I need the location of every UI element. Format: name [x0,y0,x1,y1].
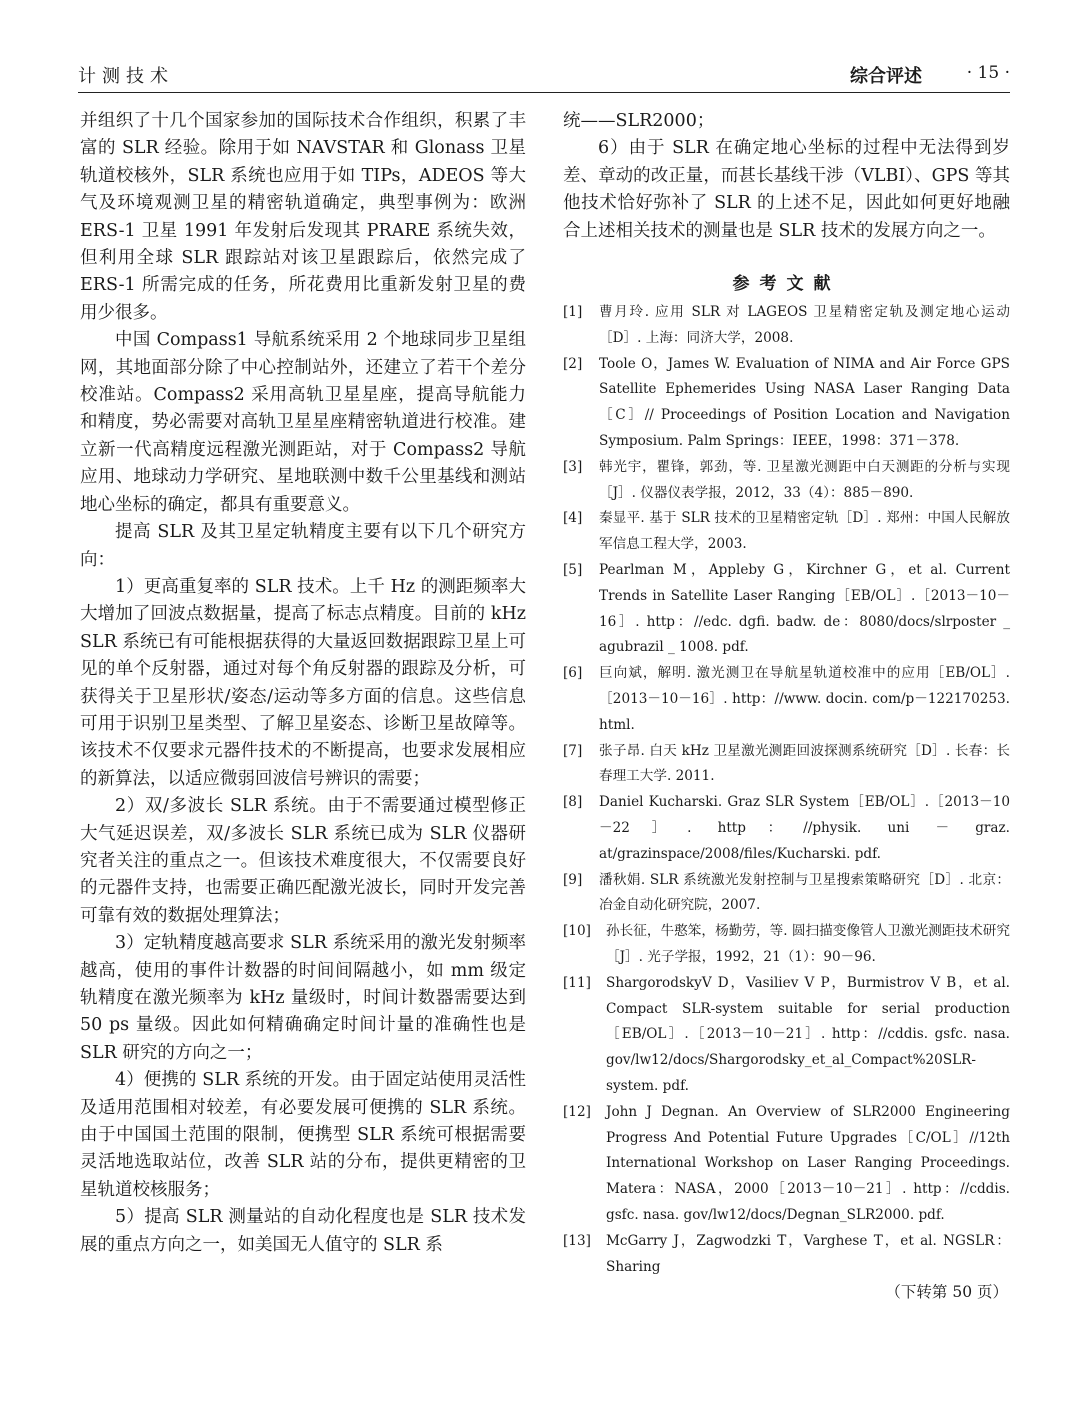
body-paragraph: 4）便携的 SLR 系统的开发。由于固定站使用灵活性及适用范围相对较差，有必要发展可便携的 SLR 系统。由于中国国土范围的限制，便携型 SLR 系统可根据需要灵活地选取站位，改善 SLR 站的分布，提供更精密的卫星轨道校核服务； [80,1070,526,1200]
reference-item [563,661,1010,738]
reference-item [563,506,1010,558]
reference-number: [4] [563,510,583,527]
section-name: 综合评述 [850,66,922,87]
reference-text: 曹月玲. 应用 SLR 对 LAGEOS 卫星精密定轨及测定地心运动［D］. 上海：同济大学，2008. [599,304,1010,346]
reference-text: 巨向斌，解明. 激光测卫在导航星轨道校准中的应用［EB/OL］.［2013－10－16］. http：//www. docin. com/p－122170253. html. [599,665,1010,733]
reference-text: McGarry J，Zagwodzki T，Varghese T，et al. NGSLR：Sharing [606,1232,1010,1275]
reference-text: Pearlman M，Appleby G，Kirchner G，et al. Current Trends in Satellite Laser Ranging［EB/OL］.［2013－10－16］. http：//edc. dgfi. badw. de：8080/docs/slrposter _ agubrazil _ 1008. pdf. [599,562,1010,656]
body-paragraph: 中国 Compass1 导航系统采用 2 个地球同步卫星组网，其地面部分除了中心控制站外，还建立了若干个差分校准站。Compass2 采用高轨卫星星座，提高导航能力和精度，势必需要对高轨卫星星座精密轨道进行校准。建立新一代高精度远程激光测距站，对于 Compass2 导航应用、地球动力学研究、星地联测中数千公里基线和测站地心坐标的确定，都具有重要意义。 [80,330,526,515]
reference-item [563,790,1010,867]
body-paragraph: 1）更高重复率的 SLR 技术。上千 Hz 的测距频率大大增加了回波点数据量，提高了标志点精度。目前的 kHz SLR 系统已有可能根据获得的大量返回数据跟踪卫星上可见的单个反射器，通过对每个角反射器的跟踪及分析，可获得关于卫星形状/姿态/运动等多方面的信息。这些信息可用于识别卫星类型、了解卫星姿态、诊断卫星故障等。该技术不仅要求元器件技术的不断提高，也要求发展相应的新算法，以适应微弱回波信号辨识的需要； [80,576,526,789]
reference-number: [9] [563,871,583,888]
page-number: · 15 · [966,63,1010,83]
left-column [80,108,526,1259]
body-paragraph: 统——SLR2000； [563,111,715,131]
body-paragraph: 3）定轨精度越高要求 SLR 系统采用的激光发射频率越高，使用的事件计数器的时间间隔越小，如 mm 级定轨精度在激光频率为 kHz 量级时，时间计数器需要达到 50 ps 量级。因此如何精确确定时间计量的准确性也是 SLR 研究的方向之一； [80,933,526,1063]
reference-number: [10] [563,923,591,940]
reference-item [563,1229,1010,1281]
journal-name: 计测技术 [78,66,174,87]
running-header [78,62,1010,93]
reference-text: 秦显平. 基于 SLR 技术的卫星精密定轨［D］. 郑州：中国人民解放军信息工程大学，2003. [599,510,1010,553]
reference-item [563,919,1010,971]
continued-note: （下转第 50 页） [885,1283,1008,1302]
reference-list [563,300,1010,1280]
reference-number: [3] [563,458,583,475]
reference-text: Toole O，James W. Evaluation of NIMA and Air Force GPS Satellite Ephemerides Using NASA Laser Ranging Data［C］// Proceedings of Position Location and Navigation Symposium. Palm Springs：IEEE，1998：371－378. [599,355,1010,450]
reference-number: [8] [563,794,583,811]
reference-item [563,352,1010,455]
reference-item [563,455,1010,507]
references-heading: 参考文献 [732,274,841,295]
reference-item [563,739,1010,791]
reference-text: 韩光宇，瞿锋，郭劲，等. 卫星激光测距中白天测距的分析与实现［J］. 仪器仪表学报，2012，33（4）：885－890. [599,458,1010,501]
reference-item [563,300,1010,352]
reference-text: 张子昂. 白天 kHz 卫星激光测距回波探测系统研究［D］. 长春：长春理工大学. 2011. [599,742,1010,785]
reference-number: [11] [563,974,591,991]
reference-text: ShargorodskyV D，Vasiliev V P，Burmistrov V B，et al. Compact SLR-system suitable for serial production［EB/OL］.［2013－10－21］. http：//cddis. gsfc. nasa. gov/lw12/docs/Shargorodsky_et_al_Compact%20SLR-system. pdf. [606,974,1010,1094]
reference-text: John J Degnan. An Overview of SLR2000 Engineering Progress And Potential Future Upgrades［C/OL］//12th International Workshop on Laser Ranging Proceedings. Matera：NASA，2000［2013－10－21］. http：//cddis. gsfc. nasa. gov/lw12/docs/Degnan_SLR2000. pdf. [606,1103,1010,1223]
reference-text: Daniel Kucharski. Graz SLR System［EB/OL］.［2013－10－22］. http：//physik. uni － graz. at/grazinspace/2008/files/Kucharski. pdf. [599,794,1010,862]
reference-number: [5] [563,562,583,578]
right-column [563,108,1010,1304]
body-paragraph: 5）提高 SLR 测量站的自动化程度也是 SLR 技术发展的重点方向之一，如美国无人值守的 SLR 系 [80,1207,526,1255]
reference-item [563,868,1010,920]
body-paragraph: 2）双/多波长 SLR 系统。由于不需要通过模型修正大气延迟误差，双/多波长 SLR 系统已成为 SLR 仪器研究者关注的重点之一。但该技术难度很大，不仅需要良好的元器件支持，也需要正确匹配激光波长，同时开发完善可靠有效的数据处理算法； [80,796,526,926]
reference-text: 潘秋娟. SLR 系统激光发射控制与卫星搜索策略研究［D］. 北京：冶金自动化研究院，2007. [599,871,1010,914]
reference-item [563,971,1010,1100]
reference-text: 孙长征，牛憨笨，杨勤劳，等. 圆扫描变像管人卫激光测距技术研究［J］. 光子学报，1992，21（1）：90－96. [606,923,1010,965]
body-paragraph: 并组织了十几个国家参加的国际技术合作组织，积累了丰富的 SLR 经验。除用于如 NAVSTAR 和 Glonass 卫星轨道校核外，SLR 系统也应用于如 TIPs，ADEOS 等大气及环境观测卫星的精密轨道确定，典型事例为：欧洲 ERS-1 卫星 1991 年发射后发现其 PRARE 系统失效，但利用全球 SLR 跟踪站对该卫星跟踪后，依然完成了 ERS-1 所需完成的任务，所花费用比重新发射卫星的费用少很多。 [80,111,526,323]
reference-item [563,1100,1010,1229]
reference-number: [6] [563,665,583,682]
reference-number: [7] [563,742,583,759]
body-paragraph: 提高 SLR 及其卫星定轨精度主要有以下几个研究方向： [80,522,526,570]
reference-number: [12] [563,1103,591,1120]
reference-number: [2] [563,355,583,372]
reference-number: [13] [563,1232,591,1249]
body-paragraph: 6）由于 SLR 在确定地心坐标的过程中无法得到岁差、章动的改正量，而甚长基线干涉（VLBI）、GPS 等其他技术恰好弥补了 SLR 的上述不足，因此如何更好地融合上述相关技术的测量也是 SLR 技术的发展方向之一。 [563,138,1010,241]
reference-item [563,558,1010,661]
reference-number: [1] [563,304,583,321]
